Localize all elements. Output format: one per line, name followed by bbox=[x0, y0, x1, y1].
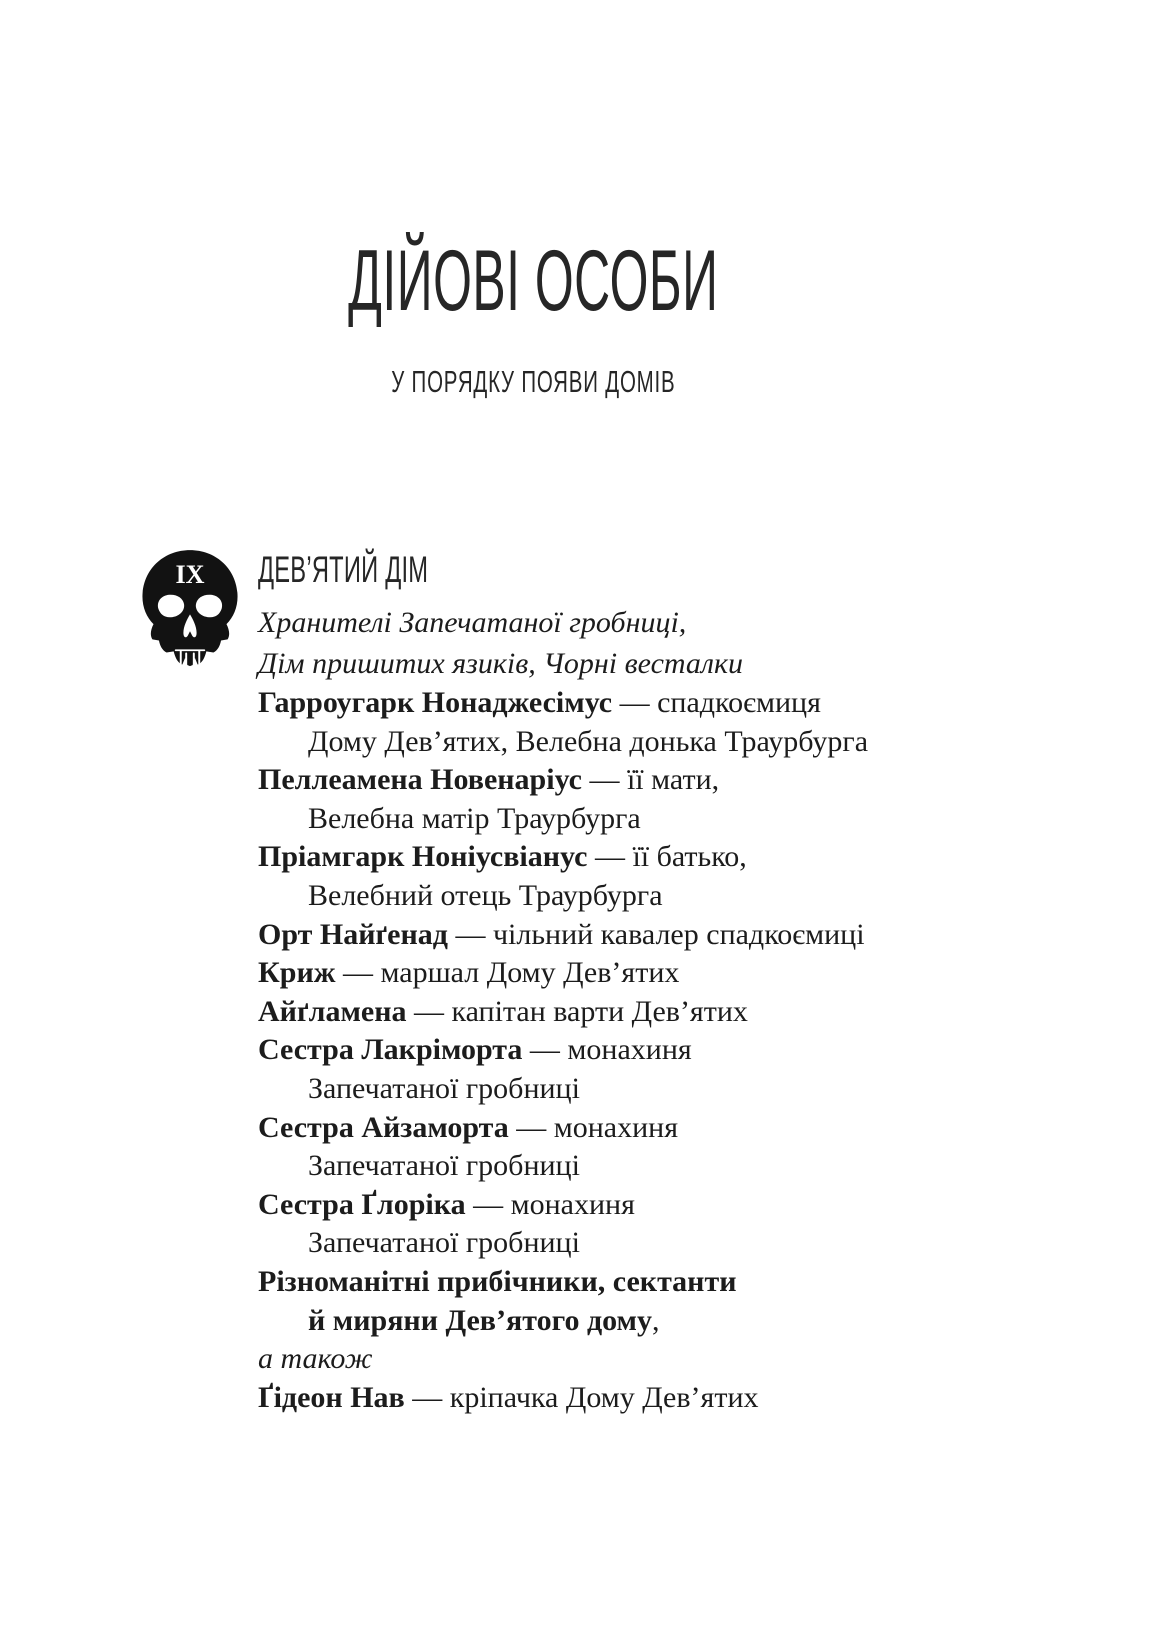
cast-entry-line bbox=[258, 838, 1018, 877]
entry-description: а також bbox=[258, 1342, 373, 1376]
cast-list bbox=[258, 546, 1018, 1417]
cast-entry-line bbox=[258, 954, 1018, 993]
page-title-text: ДІЙОВІ ОСОБИ bbox=[347, 233, 719, 329]
entry-description: — кріпачка Дому Дев’ятих bbox=[404, 1380, 759, 1414]
skull-numeral: IX bbox=[175, 559, 205, 589]
page-subtitle: У ПОРЯДКУ ПОЯВИ ДОМІВ bbox=[390, 364, 676, 399]
entry-description: Хранителі Запечатаної гробниці, bbox=[258, 606, 687, 639]
entry-description: — спадкоємиця bbox=[612, 686, 821, 719]
cast-entry-line bbox=[258, 800, 1018, 839]
page-title bbox=[0, 233, 1066, 329]
cast-entry-line bbox=[258, 1031, 1018, 1070]
cast-entry-line bbox=[258, 1147, 1018, 1186]
cast-entry-line bbox=[258, 1186, 1018, 1225]
entry-description: , bbox=[652, 1303, 660, 1337]
entry-description: — її батько, bbox=[587, 840, 747, 874]
epigraph-line bbox=[258, 644, 1018, 685]
character-name: Орт Найґенад bbox=[258, 917, 448, 951]
entry-description: — монахиня bbox=[465, 1187, 635, 1221]
cast-entry-line bbox=[258, 1109, 1018, 1148]
section-heading bbox=[258, 546, 1018, 595]
entry-description: Велебний отець Траурбурга bbox=[308, 878, 663, 912]
entry-description: — монахиня bbox=[522, 1033, 692, 1067]
epigraph-line bbox=[258, 603, 1018, 644]
character-name: Пеллеамена Новенаріус bbox=[258, 763, 582, 797]
entry-description: Запечатаної гробниці bbox=[308, 1071, 580, 1105]
cast-entry-line bbox=[258, 877, 1018, 916]
entry-description: — її мати, bbox=[581, 763, 720, 797]
cast-entries bbox=[258, 684, 1018, 1417]
character-name: Криж bbox=[258, 956, 336, 990]
title-block bbox=[0, 233, 1066, 329]
entry-description: — маршал Дому Дев’ятих bbox=[335, 956, 680, 990]
cast-entry-line bbox=[258, 1302, 1018, 1341]
character-name: Гарроугарк Нонаджесімус bbox=[258, 686, 613, 719]
character-name: Сестра Лакріморта bbox=[258, 1033, 523, 1067]
character-name: Сестра Айзаморта bbox=[258, 1110, 509, 1144]
entry-description: Велебна матір Траурбурга bbox=[308, 801, 641, 835]
cast-entry-line bbox=[258, 723, 1018, 762]
subtitle-block bbox=[0, 366, 1066, 397]
entry-description: — капітан варти Дев’ятих bbox=[406, 994, 748, 1028]
cast-entry-line bbox=[258, 1379, 1018, 1418]
entry-description: — монахиня bbox=[508, 1110, 679, 1144]
entry-description: Запечатаної гробниці bbox=[308, 1149, 580, 1183]
character-name: Сестра Ґлоріка bbox=[258, 1187, 466, 1221]
cast-entry-line bbox=[258, 1070, 1018, 1109]
cast-entry-line bbox=[258, 1263, 1018, 1302]
entry-description: Дому Дев’ятих, Велебна донька Траурбурга bbox=[308, 724, 869, 758]
cast-entry-line bbox=[258, 916, 1018, 955]
entry-description: Запечатаної гробниці bbox=[308, 1226, 580, 1260]
cast-entry-line bbox=[258, 1224, 1018, 1263]
skull-ninth-house-icon bbox=[134, 549, 246, 671]
cast-entry-line bbox=[258, 1340, 1018, 1379]
entry-description: Дім пришитих язиків, Чорні весталки bbox=[258, 646, 744, 680]
cast-entry-line bbox=[258, 761, 1018, 800]
entry-description: — чільний кавалер спадкоємиці bbox=[447, 917, 865, 951]
house-epigraph bbox=[258, 603, 1018, 684]
skull-icon-svg bbox=[134, 549, 246, 671]
character-name: Пріамгарк Ноніусвіанус bbox=[258, 840, 588, 874]
character-name: Різноманітні прибічники, сектанти bbox=[258, 1264, 737, 1298]
character-name: Ґідеон Нав bbox=[258, 1380, 405, 1414]
cast-entry-line bbox=[258, 684, 1018, 723]
section-heading-text: ДЕВ’ЯТИЙ ДІМ bbox=[258, 549, 429, 590]
cast-entry-line bbox=[258, 993, 1018, 1032]
character-name: Айґламена bbox=[258, 994, 407, 1028]
character-name: й миряни Дев’ятого дому bbox=[308, 1303, 652, 1337]
